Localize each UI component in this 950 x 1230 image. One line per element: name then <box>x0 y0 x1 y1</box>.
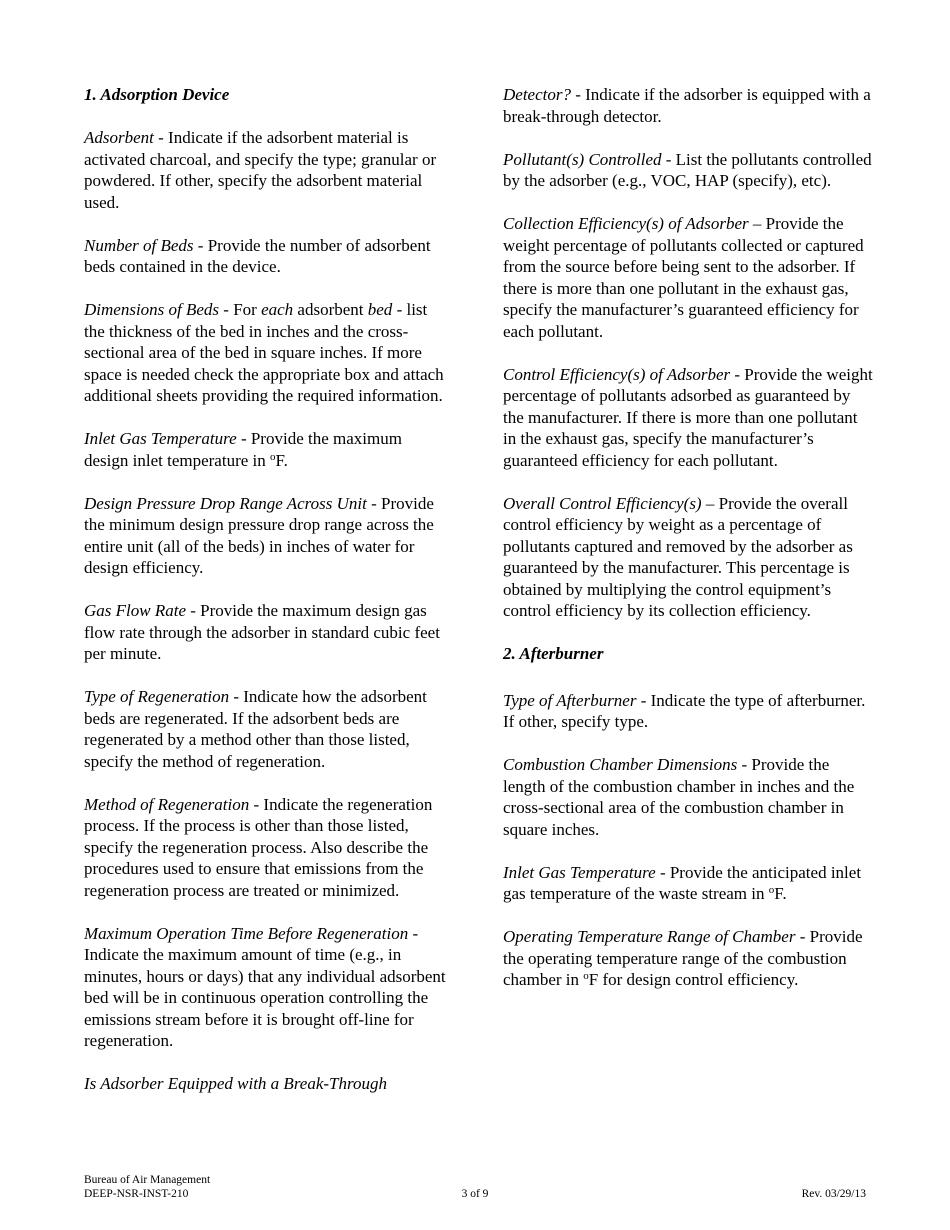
degree-superscript: o <box>583 970 589 982</box>
term-description-part: - For <box>219 300 262 319</box>
term-label: Design Pressure Drop Range Across Unit <box>84 493 367 513</box>
term-label: Pollutant(s) Controlled <box>503 149 662 169</box>
item-collection-efficiency <box>503 213 873 342</box>
footer-form-id: DEEP-NSR-INST-210 <box>84 1188 189 1200</box>
term-label: Adsorbent <box>84 128 154 147</box>
term-description-part: adsorbent <box>293 300 368 319</box>
term-description: - Indicate the regeneration process. If the process is other than those listed, specify the regeneration process. Also describe the procedures used to ensure that emissions from the regeneration process are treated or minimized. <box>84 794 433 900</box>
term-label: Detector? <box>503 85 571 104</box>
page-footer <box>84 1173 866 1201</box>
degree-superscript: o <box>270 450 276 463</box>
term-label: Collection Efficiency(s) of Adsorber <box>503 214 749 233</box>
degree-superscript: o <box>768 884 775 896</box>
footer-revision: Rev. 03/29/13 <box>801 1188 866 1200</box>
term-description-part: - list the thickness of the bed in inches and the cross-sectional area of the bed in square inches. If more space is needed check the appropriate box and attach additional sheets providing the required information. <box>84 300 444 405</box>
term-label: Type of Regeneration <box>84 687 230 706</box>
term-description: – Provide the overall control efficiency by weight as a percentage of pollutants captured and removed by the adsorber as guaranteed by the manufacturer. This percentage is obtained by multiplying the control equipment’s control efficiency by its collection efficiency. <box>503 493 853 620</box>
term-label: Control Efficiency(s) of Adsorber <box>503 364 731 384</box>
term-label: Inlet Gas Temperature <box>84 429 237 448</box>
term-description-end: F. <box>774 884 787 903</box>
term-description: - Indicate if the adsorber is equipped with a break-through detector. <box>503 85 871 126</box>
item-operating-temperature-range <box>503 926 873 991</box>
item-type-of-regeneration <box>84 686 449 772</box>
item-gas-flow-rate <box>84 600 449 665</box>
item-design-pressure-drop <box>84 493 449 579</box>
item-dimensions-of-beds <box>84 299 449 407</box>
term-description-end: F. <box>275 450 288 470</box>
term-description: - List the pollutants controlled by the adsorber (e.g., VOC, HAP (specify), etc). <box>503 149 872 190</box>
term-description: - Provide the weight percentage of pollutants adsorbed as guaranteed by the manufacturer. If there is more than one pollutant in the exhaust gas, specify the manufacturer’s guaranteed efficiency for each pollutant. <box>503 364 873 470</box>
term-description: - Provide the number of adsorbent beds contained in the device. <box>84 235 431 276</box>
term-description: - Provide the anticipated inlet gas temperature of the waste stream in <box>503 862 862 903</box>
term-label: Maximum Operation Time Before Regeneration <box>84 923 409 943</box>
term-description: - Provide the length of the combustion chamber in inches and the cross-sectional area of the combustion chamber in square inches. <box>503 755 855 839</box>
term-label: Combustion Chamber Dimensions <box>503 755 738 774</box>
item-method-of-regeneration <box>84 794 449 902</box>
term-label: Operating Temperature Range of Chamber <box>503 927 796 946</box>
item-number-of-beds <box>84 235 449 278</box>
item-pollutants-controlled <box>503 149 873 192</box>
term-description: - Indicate how the adsorbent beds are regenerated. If the adsorbent beds are regenerated by a method other than those listed, specify the method of regeneration. <box>84 687 427 771</box>
item-adsorbent <box>84 127 449 213</box>
item-maximum-operation-time <box>84 923 449 1052</box>
item-detector <box>503 84 873 127</box>
item-inlet-gas-temperature <box>84 428 449 471</box>
term-label: Number of Beds <box>84 235 194 255</box>
item-type-of-afterburner <box>503 690 873 733</box>
item-combustion-chamber-dimensions <box>503 754 873 840</box>
term-label: Dimensions of Beds <box>84 300 220 319</box>
term-description: – Provide the weight percentage of pollutants collected or captured from the source before being sent to the adsorber. If there is more than one pollutant in the exhaust gas, specify the manufacturer’s guaranteed efficiency for each pollutant. <box>503 214 864 341</box>
term-description: - Indicate the maximum amount of time (e.g., in minutes, hours or days) that any individual adsorbent bed will be in continuous operation controlling the emissions stream before it is brought off-line for regeneration. <box>84 923 446 1050</box>
emphasis-each: each <box>261 300 294 319</box>
term-description: - Indicate if the adsorbent material is activated charcoal, and specify the type; granular or powdered. If other, specify the adsorbent material used. <box>84 128 437 212</box>
term-description: - Provide the maximum design inlet temperature in <box>84 429 402 470</box>
right-column <box>503 84 873 1012</box>
term-description: - Indicate the type of afterburner. If other, specify type. <box>503 690 866 731</box>
item-afterburner-inlet-gas-temperature <box>503 862 873 905</box>
term-label: Type of Afterburner <box>503 690 637 710</box>
section-heading-adsorption-device: 1. Adsorption Device <box>84 85 230 104</box>
term-label: Method of Regeneration <box>84 794 250 814</box>
term-label: Inlet Gas Temperature <box>503 862 656 882</box>
term-label: Gas Flow Rate <box>84 601 186 620</box>
footer-page-number: 3 of 9 <box>461 1188 489 1200</box>
term-label: Is Adsorber Equipped with a Break-Through <box>84 1074 387 1093</box>
term-description-end: F for design control efficiency. <box>588 970 799 989</box>
term-label: Overall Control Efficiency(s) <box>503 493 702 513</box>
item-overall-control-efficiency <box>503 493 873 622</box>
section-heading-afterburner: 2. Afterburner <box>503 644 604 663</box>
term-description: - Provide the operating temperature range of the combustion chamber in <box>503 927 863 989</box>
emphasis-bed: bed <box>367 300 393 319</box>
item-break-through-question <box>84 1073 449 1095</box>
footer-organization: Bureau of Air Management <box>84 1174 211 1186</box>
term-description: - Provide the minimum design pressure drop range across the entire unit (all of the beds) in inches of water for design efficiency. <box>84 493 434 577</box>
left-column <box>84 84 449 1116</box>
item-control-efficiency <box>503 364 873 472</box>
term-description: - Provide the maximum design gas flow rate through the adsorber in standard cubic feet per minute. <box>84 601 440 663</box>
